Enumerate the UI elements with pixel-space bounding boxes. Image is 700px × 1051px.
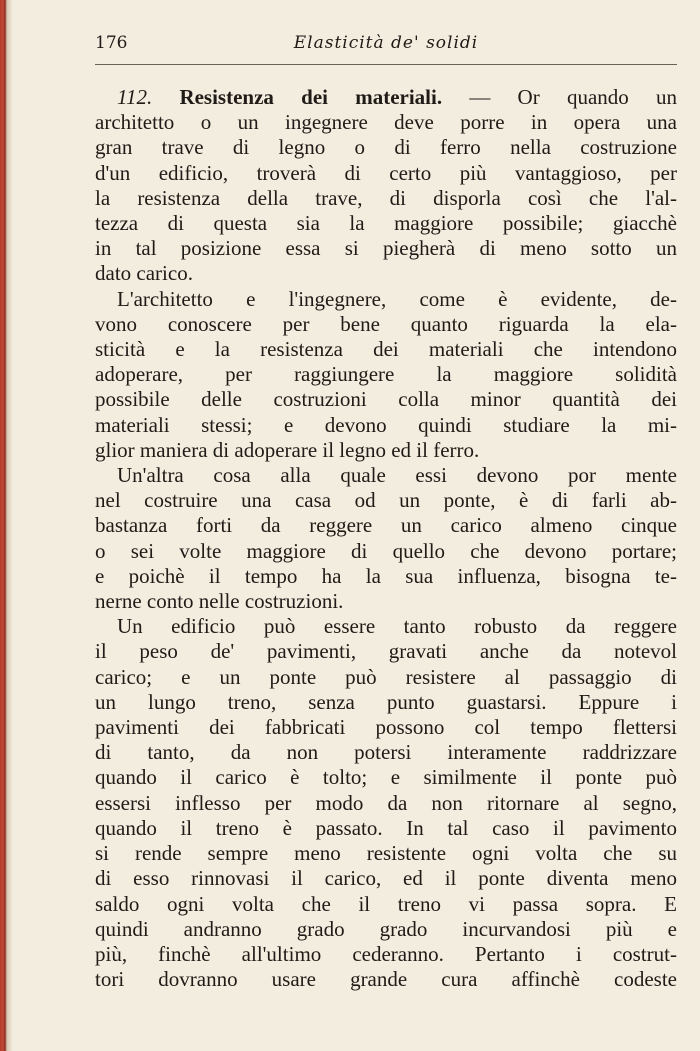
text-line: adoperare, per raggiungere la maggiore solidità [95, 362, 677, 387]
text-line: bastanza forti da reggere un carico almeno cinque [95, 513, 677, 538]
text-line: d'un edificio, troverà di certo più vantaggioso, per [95, 160, 677, 185]
text-line: in tal posizione essa si piegherà di meno sotto un [95, 236, 677, 261]
section-heading-line [95, 85, 677, 110]
text-line: glior maniera di adoperare il legno ed il ferro. [95, 437, 480, 462]
text-line: L'architetto e l'ingegnere, come è evidente, de- [117, 286, 677, 311]
text-line: e poichè il tempo ha la sua influenza, bisogna te- [95, 563, 677, 588]
running-title: Elasticità de' solidi [293, 33, 479, 53]
text-line: quindi andranno grado grado incurvandosi più e [95, 916, 677, 941]
text-line: Un edificio può essere tanto robusto da reggere [117, 614, 677, 639]
text-line: si rende sempre meno resistente ogni volta che su [95, 841, 677, 866]
text-line: Un'altra cosa alla quale essi devono por mente [117, 463, 677, 488]
header-rule [95, 64, 677, 65]
text-line: un lungo treno, senza punto guastarsi. Eppure i [95, 689, 677, 714]
text-line: il peso de' pavimenti, gravati anche da notevol [95, 639, 677, 664]
text-line: architetto o un ingegnere deve porre in opera una [95, 110, 677, 135]
text-line: saldo ogni volta che il treno vi passa sopra. E [95, 891, 677, 916]
text-line: quando il treno è passato. In tal caso il pavimento [95, 815, 677, 840]
section-first-line-text: — Or quando un [442, 85, 677, 109]
text-line: o sei volte maggiore di quello che devono portare; [95, 538, 677, 563]
book-page [95, 0, 677, 1051]
text-line: dato carico. [95, 261, 193, 286]
section-title: Resistenza dei materiali. [179, 85, 443, 109]
text-line: pavimenti dei fabbricati possono col tempo flettersi [95, 715, 677, 740]
book-spine-edge [0, 0, 12, 1051]
page-number: 176 [95, 33, 128, 53]
page-header [95, 33, 677, 57]
text-line: materiali stessi; e devono quindi studiare la mi- [95, 412, 677, 437]
text-line: nerne conto nelle costruzioni. [95, 589, 344, 614]
text-line: più, finchè all'ultimo cederanno. Pertanto i costrut- [95, 941, 677, 966]
text-line: la resistenza della trave, di disporla così che l'al- [95, 185, 677, 210]
section-number: 112. [117, 85, 153, 109]
text-line: vono conoscere per bene quanto riguarda la ela- [95, 311, 677, 336]
text-line: di esso rinnovasi il carico, ed il ponte diventa meno [95, 866, 677, 891]
text-line: nel costruire una casa od un ponte, è di farli ab- [95, 488, 677, 513]
text-line: gran trave di legno o di ferro nella costruzione [95, 135, 677, 160]
text-line: possibile delle costruzioni colla minor quantità dei [95, 387, 677, 412]
body-text [95, 85, 677, 992]
text-line: tori dovranno usare grande cura affinchè codeste [95, 967, 677, 992]
text-line: carico; e un ponte può resistere al passaggio di [95, 664, 677, 689]
text-line: tezza di questa sia la maggiore possibile; giacchè [95, 211, 677, 236]
text-line: sticità e la resistenza dei materiali che intendono [95, 337, 677, 362]
text-line: essersi inflesso per modo da non ritornare al segno, [95, 790, 677, 815]
text-line: quando il carico è tolto; e similmente il ponte può [95, 765, 677, 790]
text-line: di tanto, da non potersi interamente raddrizzare [95, 740, 677, 765]
